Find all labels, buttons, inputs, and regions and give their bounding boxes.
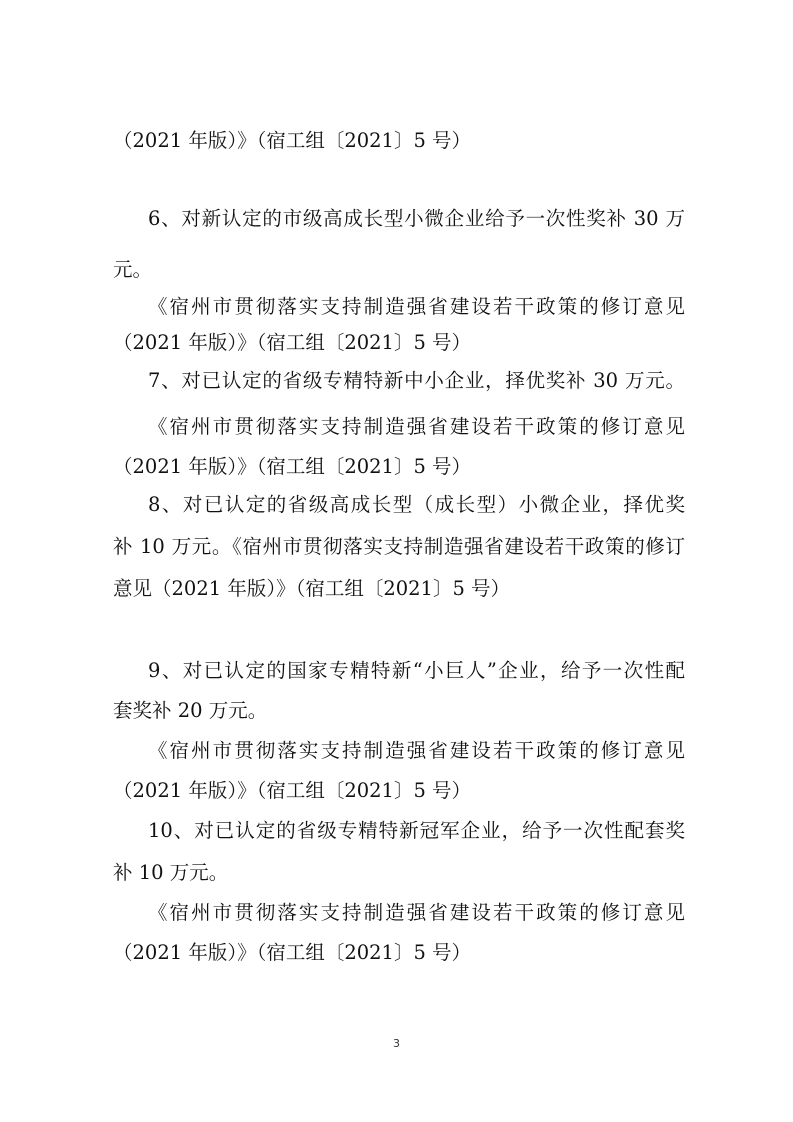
text-line: 8、对已认定的省级高成长型（成长型）小微企业，择优奖 (148, 493, 685, 516)
text-line: （2021 年版）》（宿工组〔2021〕5 号） (113, 331, 472, 354)
text-line: 6、对新认定的市级高成长型小微企业给予一次性奖补 30 万 (148, 207, 685, 230)
text-line: （2021 年版）》（宿工组〔2021〕5 号） (113, 779, 472, 802)
text-line: 补 10 万元。 (113, 861, 229, 884)
text-line: 意见（2021 年版）》（宿工组〔2021〕5 号） (113, 577, 511, 600)
text-line: 7、对已认定的省级专精特新中小企业，择优奖补 30 万元。 (148, 369, 685, 392)
text-line: （2021 年版）》（宿工组〔2021〕5 号） (113, 455, 472, 478)
text-line: 《宿州市贯彻落实支持制造强省建设若干政策的修订意见 (148, 901, 685, 924)
page-number: 3 (393, 1037, 400, 1050)
text-line: 《宿州市贯彻落实支持制造强省建设若干政策的修订意见 (148, 739, 685, 762)
text-line: 元。 (113, 258, 153, 281)
text-line: （2021 年版）》（宿工组〔2021〕5 号） (113, 941, 472, 964)
text-line: 补 10 万元。《宿州市贯彻落实支持制造强省建设若干政策的修订 (113, 535, 685, 558)
text-line: （2021 年版）》（宿工组〔2021〕5 号） (113, 129, 472, 152)
text-line: 《宿州市贯彻落实支持制造强省建设若干政策的修订意见 (148, 295, 685, 318)
text-line: 10、对已认定的省级专精特新冠军企业，给予一次性配套奖 (148, 819, 685, 842)
text-line: 《宿州市贯彻落实支持制造强省建设若干政策的修订意见 (148, 415, 685, 438)
text-line: 9、对已认定的国家专精特新“小巨人”企业，给予一次性配 (148, 659, 685, 682)
text-line: 套奖补 20 万元。 (113, 699, 268, 722)
